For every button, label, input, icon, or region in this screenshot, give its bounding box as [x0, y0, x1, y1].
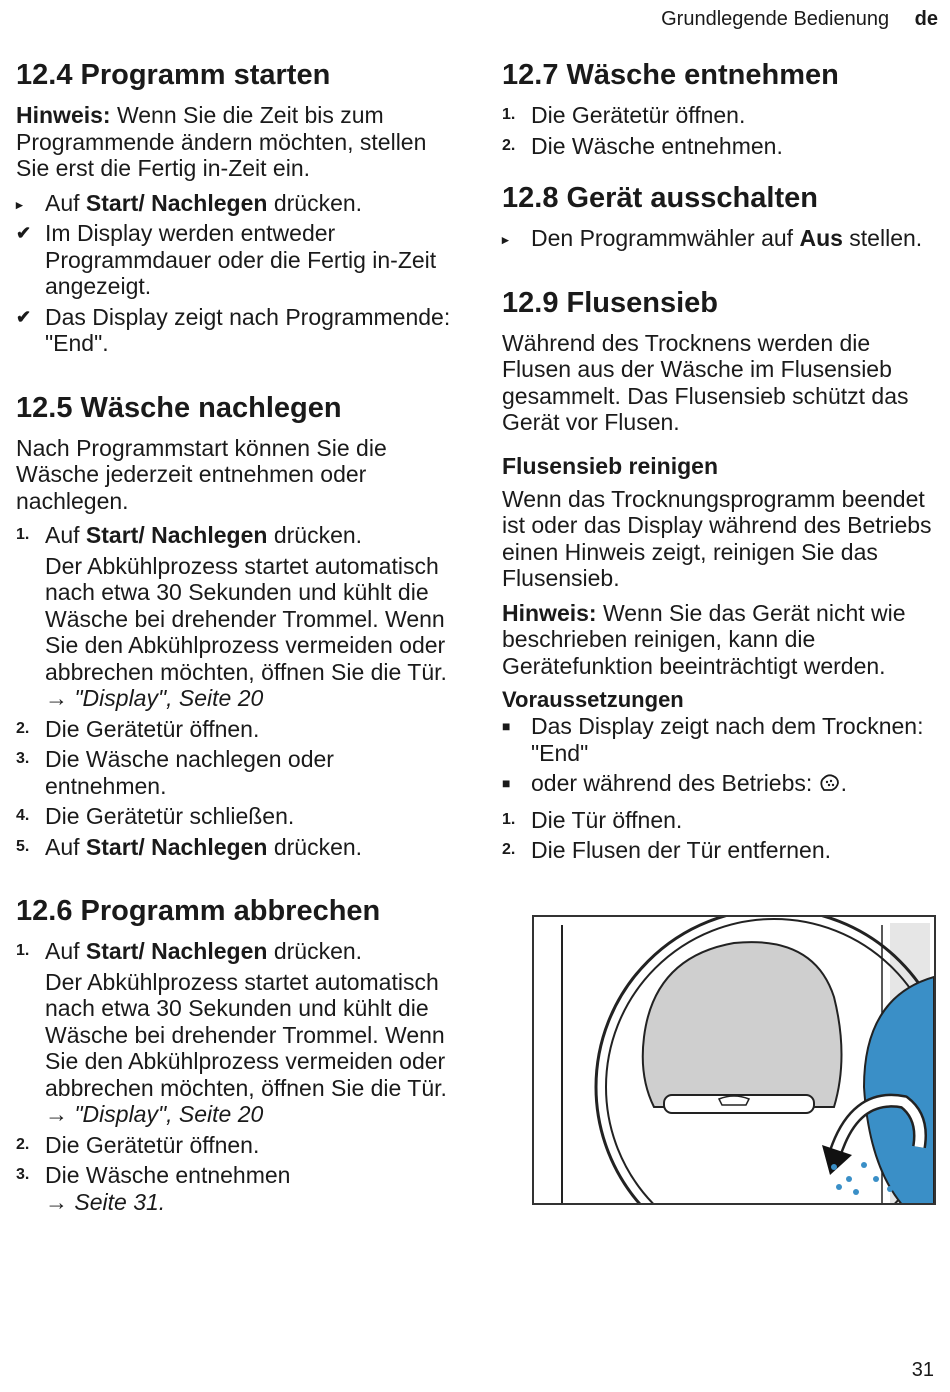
s129-step-2 — [502, 837, 942, 864]
s129-sub-intro: Wenn das Trocknungsprogramm beendet ist oder das Display während des Betriebs einen Hinweis zeigt, reinigen Sie das Flusensieb. — [502, 485, 932, 591]
page-number: 31 — [911, 1359, 934, 1381]
s124-note — [16, 102, 456, 182]
start-label: Start — [85, 938, 139, 964]
nachlegen-label: Nachlegen — [151, 522, 268, 548]
step-number: 2. — [502, 841, 516, 858]
section-12-6-title: 12.6 Programm abbrechen — [16, 895, 381, 927]
step-sep: / — [138, 189, 152, 216]
step-text: Auf — [45, 522, 86, 548]
note-text: Wenn Sie das Gerät nicht wie beschrieben reinigen, kann die Gerätefunktion beeinträchtigt werden. — [502, 599, 906, 679]
step-text: Die Gerätetür öffnen. — [531, 102, 746, 128]
s129-requirement-2 — [502, 770, 942, 797]
s125-intro: Nach Programmstart können Sie die Wäsche jederzeit entnehmen oder nachlegen. — [16, 434, 387, 514]
step-sep: / — [138, 938, 152, 964]
nachlegen-label: Nachlegen — [151, 938, 268, 964]
requirement-text: oder während des Betriebs: — [531, 770, 819, 796]
result-text: Im Display werden entweder Programmdauer oder die Fertig in-Zeit angezeigt. — [45, 220, 437, 299]
s125-step-5 — [16, 834, 456, 861]
section-12-8-title: 12.8 Gerät ausschalten — [502, 182, 818, 214]
header-language: de — [914, 8, 938, 30]
step-text: Die Gerätetür öffnen. — [45, 1131, 260, 1158]
step-number: 1. — [502, 810, 516, 828]
square-bullet-icon: ■ — [502, 775, 511, 791]
triangle-icon: ▸ — [16, 196, 23, 212]
s125-step-1 — [16, 522, 456, 549]
check-icon: ✔ — [16, 223, 32, 243]
result-text: Das Display zeigt nach Programmende: "End". — [45, 303, 451, 356]
s129-step-1 — [502, 807, 942, 834]
step-number: 3. — [16, 1166, 30, 1183]
s125-step-1-detail — [16, 553, 456, 712]
flusensieb-reinigen-title: Flusensieb reinigen — [502, 452, 718, 479]
lint-filter-illustration — [532, 915, 936, 1205]
start-label: Start — [85, 833, 139, 860]
s124-result-1 — [16, 220, 456, 300]
section-12-4-title: 12.4 Programm starten — [16, 59, 331, 91]
start-label: Start — [85, 189, 139, 216]
step-text: Die Tür öffnen. — [531, 806, 683, 833]
s126-step-2 — [16, 1132, 456, 1159]
s125-step-2 — [16, 716, 456, 743]
step-text: Auf — [45, 833, 86, 860]
step-text: drücken. — [267, 833, 363, 860]
requirement-text: Das Display zeigt nach dem Trocknen: "End" — [531, 713, 924, 766]
step-text: Die Wäsche nachlegen oder entnehmen. — [45, 746, 334, 799]
detail-text: Der Abkühlprozess startet automatisch nach etwa 30 Sekunden und kühlt die Wäsche bei drehender Trommel. Wenn Sie den Abkühlprozess vermeiden oder abbrechen möchten, öffnen Sie die Tür. — [45, 552, 447, 685]
step-number: 2. — [16, 1135, 30, 1153]
s125-step-3 — [16, 746, 456, 799]
cross-reference-link[interactable]: → "Display", Seite 20 — [45, 1101, 264, 1127]
s124-step — [16, 190, 456, 217]
s128-step — [502, 225, 942, 252]
step-text: drücken. — [267, 938, 363, 964]
s125-step-4 — [16, 803, 456, 830]
page-header — [661, 8, 938, 31]
step-text: Die Gerätetür öffnen. — [45, 715, 260, 742]
s129-intro: Während des Trocknens werden die Flusen aus der Wäsche im Flusensieb gesammelt. Das Flusensieb schützt das Gerät vor Flusen. — [502, 329, 909, 435]
s124-result-2 — [16, 304, 456, 357]
start-label: Start — [85, 522, 139, 548]
s127-step-1 — [502, 102, 942, 129]
note-text: Wenn Sie die Zeit bis zum Programmende ändern möchten, stellen Sie erst die Fertig in-Zeit ein. — [16, 102, 427, 181]
lint-filter-icon — [819, 773, 841, 793]
section-12-7-title: 12.7 Wäsche entnehmen — [502, 59, 839, 91]
square-bullet-icon: ■ — [502, 718, 511, 734]
s126-step-1-detail — [16, 969, 456, 1128]
s129-note — [502, 600, 942, 680]
note-label: Hinweis: — [502, 599, 597, 626]
step-number: 1. — [502, 106, 516, 123]
step-number: 2. — [502, 136, 516, 154]
step-text: Die Flusen der Tür entfernen. — [531, 837, 832, 863]
s126-step-3 — [16, 1162, 456, 1215]
triangle-icon: ▸ — [502, 232, 509, 247]
step-text: Auf — [45, 938, 86, 964]
section-12-9-title: 12.9 Flusensieb — [502, 286, 718, 319]
step-text: Die Wäsche entnehmen. — [531, 132, 783, 159]
detail-text: Der Abkühlprozess startet automatisch nach etwa 30 Sekunden und kühlt die Wäsche bei drehender Trommel. Wenn Sie den Abkühlprozess vermeiden oder abbrechen möchten, öffnen Sie die Tür. — [45, 968, 447, 1101]
nachlegen-label: Nachlegen — [151, 833, 268, 860]
step-number: 1. — [16, 526, 30, 543]
step-number: 2. — [16, 719, 30, 737]
step-text: Auf — [45, 189, 86, 216]
s127-step-2 — [502, 133, 942, 160]
step-number: 1. — [16, 942, 30, 959]
step-number: 5. — [16, 837, 30, 855]
step-number: 4. — [16, 807, 30, 824]
step-text: Die Wäsche entnehmen — [45, 1162, 291, 1188]
step-sep: / — [138, 522, 152, 548]
header-section-title: Grundlegende Bedienung — [661, 8, 890, 30]
s129-requirement-1 — [502, 713, 942, 766]
section-12-5-title: 12.5 Wäsche nachlegen — [16, 391, 342, 424]
note-label: Hinweis: — [16, 102, 111, 128]
step-text: stellen. — [842, 225, 923, 251]
left-column — [16, 58, 456, 1219]
s126-step-1 — [16, 938, 456, 965]
aus-label: Aus — [799, 225, 843, 251]
step-text: Die Gerätetür schließen. — [45, 803, 295, 829]
step-text: drücken. — [267, 522, 363, 548]
step-number: 3. — [16, 750, 30, 767]
dryer-door-drawing — [534, 917, 934, 1203]
cross-reference-link[interactable]: → Seite 31. — [45, 1188, 166, 1215]
right-column — [502, 58, 942, 868]
step-text: drücken. — [267, 189, 363, 216]
check-icon: ✔ — [16, 306, 32, 327]
step-sep: / — [138, 833, 152, 860]
nachlegen-label: Nachlegen — [151, 189, 268, 216]
step-text: Den Programmwähler auf — [531, 225, 800, 251]
voraussetzungen-title: Voraussetzungen — [502, 687, 684, 712]
requirement-end: . — [840, 770, 848, 796]
cross-reference-link[interactable]: → "Display", Seite 20 — [45, 685, 264, 711]
